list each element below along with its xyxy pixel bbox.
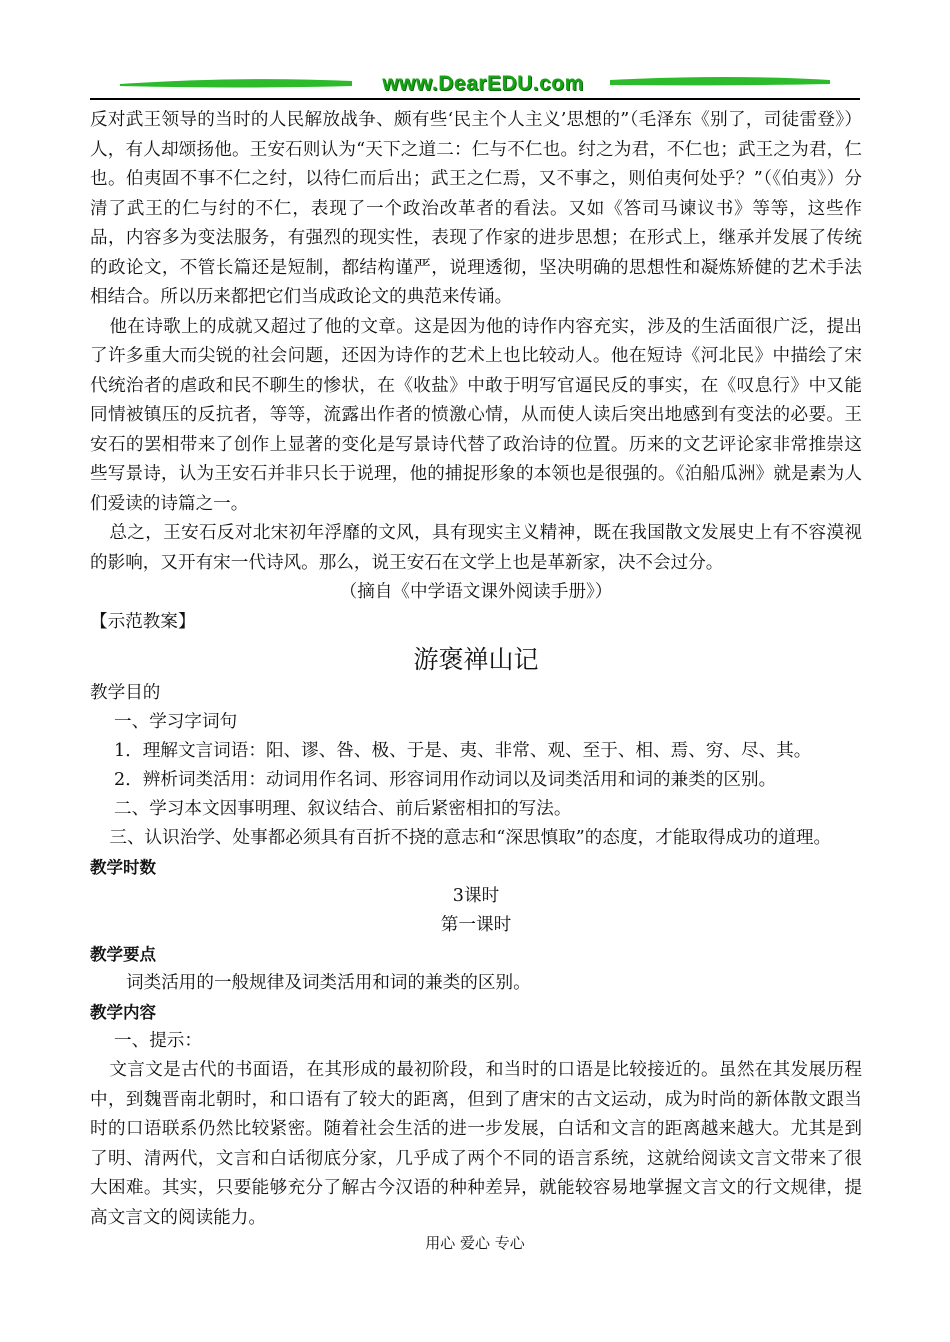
header-rule xyxy=(90,98,860,100)
paragraph-conclusion: 总之，王安石反对北宋初年浮靡的文风，具有现实主义精神，既在我国散文发展史上有不容漠视的影响，又开有宋一代诗风。那么，说王安石在文学上也是革新家，决不会过分。 xyxy=(90,523,862,573)
hours-heading: 教学时数 xyxy=(90,858,156,877)
goal-item: 三、认识治学、处事都必须具有百折不挠的意志和“深思慎取”的态度，才能取得成功的道理。 xyxy=(109,827,832,848)
document-body xyxy=(90,106,862,1233)
page-footer: 用心 爱心 专心 xyxy=(425,1234,525,1252)
paragraph-classical-chinese: 文言文是古代的书面语，在其形成的最初阶段，和当时的口语是比较接近的。虽然在其发展历程中，到魏晋南北朝时，和口语有了较大的距离，但到了唐宋的古文运动，成为时尚的新体散文跟当时的口语联系仍然比较紧密。随着社会生活的进一步发展，白话和文言的距离越来越大。尤其是到了明、清两代，文言和白话彻底分家，几乎成了两个不同的语言系统，这就给阅读文言文带来了很大困难。其实，只要能够充分了解古今汉语的种种差异，就能较容易地掌握文言文的行文规律，提高文言文的阅读能力。 xyxy=(90,1060,862,1228)
keypoint-heading: 教学要点 xyxy=(90,945,156,964)
paragraph-wang-anshi-poetry: 他在诗歌上的成就又超过了他的文章。这是因为他的诗作内容充实，涉及的生活面很广泛，提出了许多重大而尖锐的社会问题，还因为诗作的艺术上也比较动人。他在短诗《河北民》中描绘了宋代统治者的虐政和民不聊生的惨状，在《收盐》中敢于明写官逼民反的事实，在《叹息行》中又能同情被镇压的反抗者，等等，流露出作者的愤激心情，从而使人读后突出地感到有变法的必要。王安石的罢相带来了创作上显著的变化是写景诗代替了政治诗的位置。历来的文艺评论家非常推崇这些写景诗，认为王安石并非只长于说理，他的捕捉形象的本领也是很强的。《泊船瓜洲》就是素为人们爱读的诗篇之一。 xyxy=(90,316,862,514)
site-header xyxy=(90,62,860,107)
first-lesson-label: 第一课时 xyxy=(440,915,512,935)
hint-label: 一、提示： xyxy=(114,1031,202,1051)
hours-value: 3课时 xyxy=(452,886,500,906)
lesson-title: 游褒禅山记 xyxy=(413,644,539,674)
goals-heading: 教学目的 xyxy=(90,682,161,703)
site-brand[interactable]: www.DearEDU.com xyxy=(382,72,584,95)
goal-item: 一、学习字词句 xyxy=(114,711,238,732)
goal-item: 二、学习本文因事明理、叙议结合、前后紧密相扣的写法。 xyxy=(114,798,572,819)
section-label: 【示范教案】 xyxy=(90,611,196,632)
goal-subitem: 2．辨析词类活用：动词用作名词、形容词用作动词以及词类活用和词的兼类的区别。 xyxy=(114,769,777,790)
paragraph-wang-anshi-prose: 反对武王领导的当时的人民解放战争、颇有些‘民主个人主义’思想的”（毛泽东《别了，司徒雷登》）人，有人却颂扬他。王安石则认为“天下之道二：仁与不仁也。纣之为君，不仁也；武王之为君，仁也。伯夷固不事不仁之纣，以待仁而后出；武王之仁焉，又不事之，则伯夷何处乎？”（《伯夷》）分清了武王的仁与纣的不仁，表现了一个政治改革者的看法。又如《答司马谏议书》等等，这些作品，内容多为变法服务，有强烈的现实性，表现了作家的进步思想；在形式上，继承并发展了传统的政论文，不管长篇还是短制，都结构谨严，说理透彻，坚决明确的思想性和凝炼矫健的艺术手法相结合。所以历来都把它们当成政论文的典范来传诵。 xyxy=(90,110,862,307)
source-citation: （摘自《中学语文课外阅读手册》） xyxy=(339,582,613,602)
goal-subitem: 1．理解文言词语：阳、谬、咎、极、于是、夷、非常、观、至于、相、焉、穷、尽、其。 xyxy=(114,740,812,761)
content-heading: 教学内容 xyxy=(90,1003,156,1022)
keypoint-text: 词类活用的一般规律及词类活用和词的兼类的区别。 xyxy=(126,973,531,993)
